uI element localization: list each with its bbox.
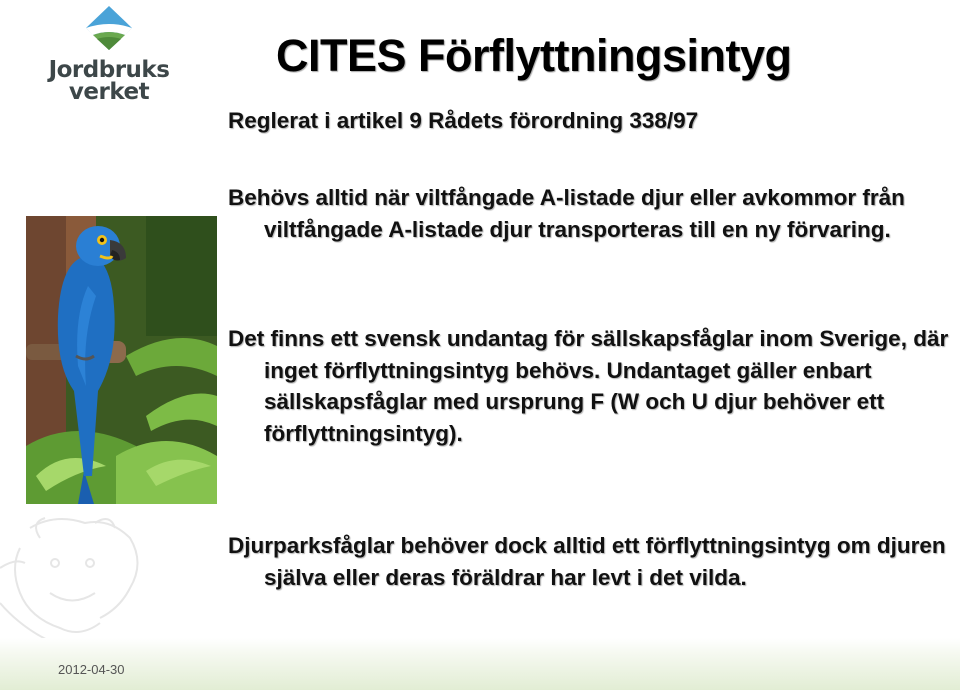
- slide-subtitle: Reglerat i artikel 9 Rådets förordning 338/97: [228, 108, 699, 133]
- paragraph-wild-caught: Behövs alltid när viltfångade A-listade djur eller avkommor från viltfångade A-listade djur transporteras till en ny förvaring.: [228, 185, 905, 242]
- logo-text-line1: Jordbruks: [48, 57, 170, 83]
- logo-emblem-icon: [44, 4, 174, 60]
- jordbruksverket-logo: [44, 4, 174, 104]
- logo-text-line2: verket: [68, 79, 150, 105]
- cow-outline-icon: [0, 508, 150, 658]
- footer-band: [0, 638, 960, 690]
- slide-title: CITES Förflyttningsintyg: [276, 30, 792, 81]
- paragraph-zoo-birds: Djurparksfåglar behöver dock alltid ett förflyttningsintyg om djuren själva eller deras föräldrar har levt i det vilda.: [228, 533, 946, 590]
- slide-date: 2012-04-30: [58, 662, 125, 677]
- parrot-photo: [26, 216, 217, 504]
- paragraph-swedish-exception: Det finns ett svensk undantag för sällskapsfåglar inom Sverige, där inget förflyttningsintyg behövs. Undantaget gäller enbart sällskapsfåglar med ursprung F (W och U djur behöver ett förflyttningsintyg).: [228, 326, 949, 446]
